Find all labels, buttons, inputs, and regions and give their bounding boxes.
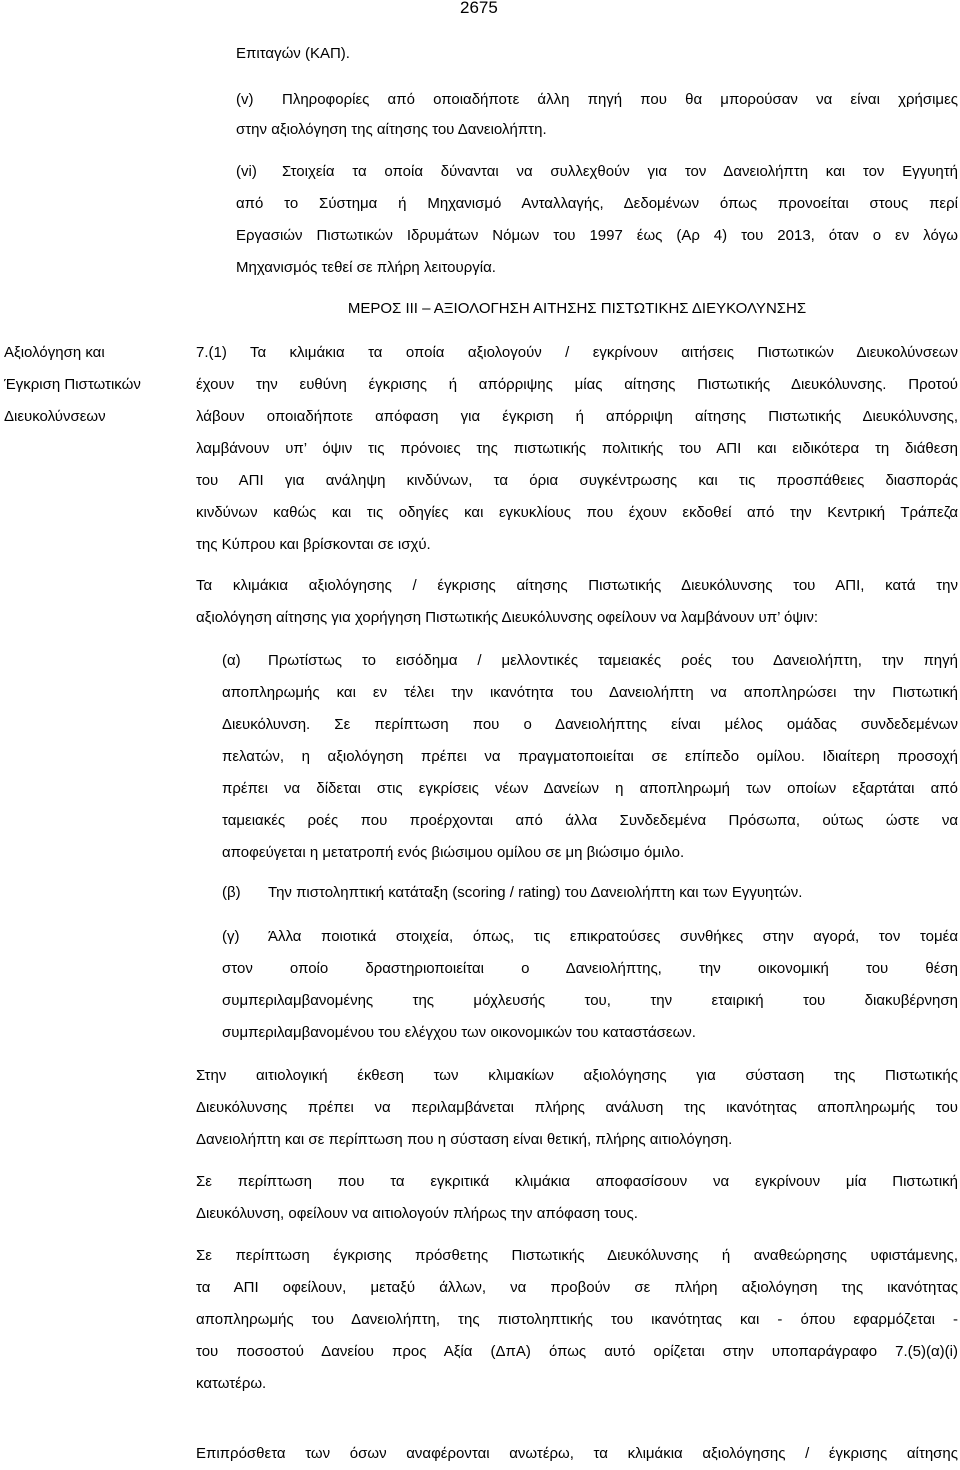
text-line: κινδύνων καθώς και τις οδηγίες και εγκυκλίους που έχουν εκδοθεί από την Κεντρική Τράπεζα bbox=[196, 504, 958, 521]
text-line: στον οποίο δραστηριοποιείται ο Δανειολήπτης, την οικονομική του θέση bbox=[222, 960, 958, 977]
item-label-v: (v) bbox=[236, 91, 254, 108]
paragraph-approval bbox=[196, 1166, 958, 1230]
item-a-text bbox=[222, 645, 958, 869]
text-line: της Κύπρου και βρίσκονται σε ισχύ. bbox=[196, 536, 431, 553]
item-v-text bbox=[236, 84, 958, 146]
item-label-a: (α) bbox=[222, 652, 241, 669]
text-line: στην αξιολόγηση της αίτησης του Δανειολήπτη. bbox=[236, 121, 547, 138]
text-line: λαμβάνουν υπ’ όψιν τις πρόνοιες της πιστωτικής πολιτικής του ΑΠΙ και ειδικότερα τη διάθεση bbox=[196, 440, 958, 457]
text-line: αποπληρωμής του Δανειολήπτη, της πιστοληπτικής του ικανότητας και - όπου εφαρμόζεται - bbox=[196, 1311, 958, 1328]
text-line: Στοιχεία τα οποία δύνανται να συλλεχθούν για τον Δανειολήπτη και τον Εγγυητή bbox=[282, 163, 958, 180]
text-line: 7.(1) Τα κλιμάκια τα οποία αξιολογούν / εγκρίνουν αιτήσεις Πιστωτικών Διευκολύνσεων bbox=[196, 344, 958, 361]
paragraph-additional bbox=[196, 1240, 958, 1400]
text-line: Διευκόλυνση, οφείλουν να αιτιολογούν πλήρως την απόφαση τους. bbox=[196, 1205, 638, 1222]
text-line: Σε περίπτωση έγκρισης πρόσθετης Πιστωτικής Διευκόλυνσης ή αναθεώρησης υφιστάμενης, bbox=[196, 1247, 958, 1264]
text-line: Σε περίπτωση που τα εγκριτικά κλιμάκια αποφασίσουν να εγκρίνουν μία Πιστωτική bbox=[196, 1173, 958, 1190]
text-line: αποφεύγεται η μετατροπή ενός βιώσιμου ομίλου σε μη βιώσιμο όμιλο. bbox=[222, 844, 685, 861]
text-line: Εργασιών Πιστωτικών Ιδρυμάτων Νόμων του 1997 έως (Αρ 4) του 2013, όταν ο εν λόγω bbox=[236, 227, 958, 244]
text-line: από το Σύστημα ή Μηχανισμό Ανταλλαγής, Δεδομένων όπως προνοείται στους περί bbox=[236, 195, 958, 212]
text-line: ταμειακές ροές που προέρχονται από άλλα Συνδεδεμένα Πρόσωπα, ούτως ώστε να bbox=[222, 812, 958, 829]
text-line: Πληροφορίες από οποιαδήποτε άλλη πηγή που θα μπορούσαν να είναι χρήσιμες bbox=[282, 91, 958, 108]
text-line: τα ΑΠΙ οφείλουν, μεταξύ άλλων, να προβούν σε πλήρη αξιολόγηση της ικανότητας bbox=[196, 1279, 958, 1296]
text-line: Διευκόλυνση. Σε περίπτωση που ο Δανειολήπτης είναι μέλος ομάδας συνδεδεμένων bbox=[222, 716, 958, 733]
text-line: Διευκόλυνσης πρέπει να περιλαμβάνεται πλήρης ανάλυση της ικανότητας αποπληρωμής του bbox=[196, 1099, 958, 1116]
text-line: Επιπρόσθετα των όσων αναφέρονται ανωτέρω, τα κλιμάκια αξιολόγησης / έγκρισης αίτησης bbox=[196, 1445, 958, 1462]
margin-note-line: Αξιολόγηση και bbox=[4, 344, 105, 361]
text-line: Στην αιτιολογική έκθεση των κλιμακίων αξιολόγησης για σύσταση της Πιστωτικής bbox=[196, 1067, 958, 1084]
text-line: λάβουν οποιαδήποτε απόφαση για έγκριση ή απόρριψη αίτησης Πιστωτικής Διευκόλυνσης, bbox=[196, 408, 958, 425]
text-line: Επιταγών (ΚΑΠ). bbox=[236, 45, 350, 62]
paragraph-7-1 bbox=[196, 337, 958, 561]
item-c-text bbox=[222, 921, 958, 1049]
paragraph-assessment-steps bbox=[196, 570, 958, 634]
text-line: έχουν την ευθύνη έγκρισης ή απόρριψης μίας αίτησης Πιστωτικής Διευκόλυνσης. Προτού bbox=[196, 376, 958, 393]
item-label-b: (β) bbox=[222, 884, 241, 901]
margin-note bbox=[4, 337, 194, 433]
text-line: αξιολόγηση αίτησης για χορήγηση Πιστωτικής Διευκόλυνσης οφείλουν να λαμβάνουν υπ’ όψιν: bbox=[196, 609, 819, 626]
text-line: Δανειολήπτη και σε περίπτωση που η σύσταση είναι θετική, πλήρης αιτιολόγηση. bbox=[196, 1131, 733, 1148]
text-line: πελατών, η αξιολόγηση πρέπει να πραγματοποιείται σε επίπεδο ομίλου. Ιδιαίτερη προσοχή bbox=[222, 748, 958, 765]
item-label-c: (γ) bbox=[222, 928, 240, 945]
text-line: συμπεριλαμβανομένου του ελέγχου των οικονομικών του καταστάσεων. bbox=[222, 1024, 696, 1041]
part-heading: ΜΕΡΟΣ ΙΙΙ – ΑΞΙΟΛΟΓΗΣΗ ΑΙΤΗΣΗΣ ΠΙΣΤΩΤΙΚΗΣ ΔΙΕΥΚΟΛΥΝΣΗΣ bbox=[347, 300, 807, 317]
text-line: Άλλα ποιοτικά στοιχεία, όπως, τις επικρατούσες συνθήκες στην αγορά, τον τομέα bbox=[268, 928, 958, 945]
text-line: αποπληρωμής και εν τέλει την ικανότητα του Δανειολήπτη να αποπληρώσει την Πιστωτική bbox=[222, 684, 958, 701]
margin-note-line: Διευκολύνσεων bbox=[4, 408, 106, 425]
text-line: Τα κλιμάκια αξιολόγησης / έγκρισης αίτησης Πιστωτικής Διευκόλυνσης του ΑΠΙ, κατά την bbox=[196, 577, 958, 594]
text-line: Μηχανισμός τεθεί σε πλήρη λειτουργία. bbox=[236, 259, 496, 276]
text-line: πρέπει να δίδεται στις εγκρίσεις νέων Δανείων η αποπληρωμή των οποίων εξαρτάται από bbox=[222, 780, 958, 797]
margin-note-line: Έγκριση Πιστωτικών bbox=[4, 376, 141, 393]
paragraph-report bbox=[196, 1060, 958, 1156]
paragraph-bottom bbox=[196, 1438, 958, 1470]
item-b-text: Την πιστοληπτική κατάταξη (scoring / rating) του Δανειολήπτη και των Εγγυητών. bbox=[268, 884, 803, 901]
text-line: του ΑΠΙ για ανάληψη κινδύνων, τα όρια συγκέντρωσης και τις προσπάθειες διασποράς bbox=[196, 472, 958, 489]
item-label-vi: (vi) bbox=[236, 163, 257, 180]
page-number: 2675 bbox=[460, 0, 498, 17]
text-line: του ποσοστού Δανείου προς Αξία (ΔπΑ) όπως αυτό ορίζεται στην υποπαράγραφο 7.(5)(α)(i) bbox=[196, 1343, 958, 1360]
text-line: συμπεριλαμβανομένης της μόχλευσής του, την εταιρική του διακυβέρνηση bbox=[222, 992, 958, 1009]
text-line: κατωτέρω. bbox=[196, 1375, 267, 1392]
item-vi-text bbox=[236, 156, 958, 284]
text-line: Πρωτίστως το εισόδημα / μελλοντικές ταμειακές ροές του Δανειολήπτη, την πηγή bbox=[268, 652, 958, 669]
